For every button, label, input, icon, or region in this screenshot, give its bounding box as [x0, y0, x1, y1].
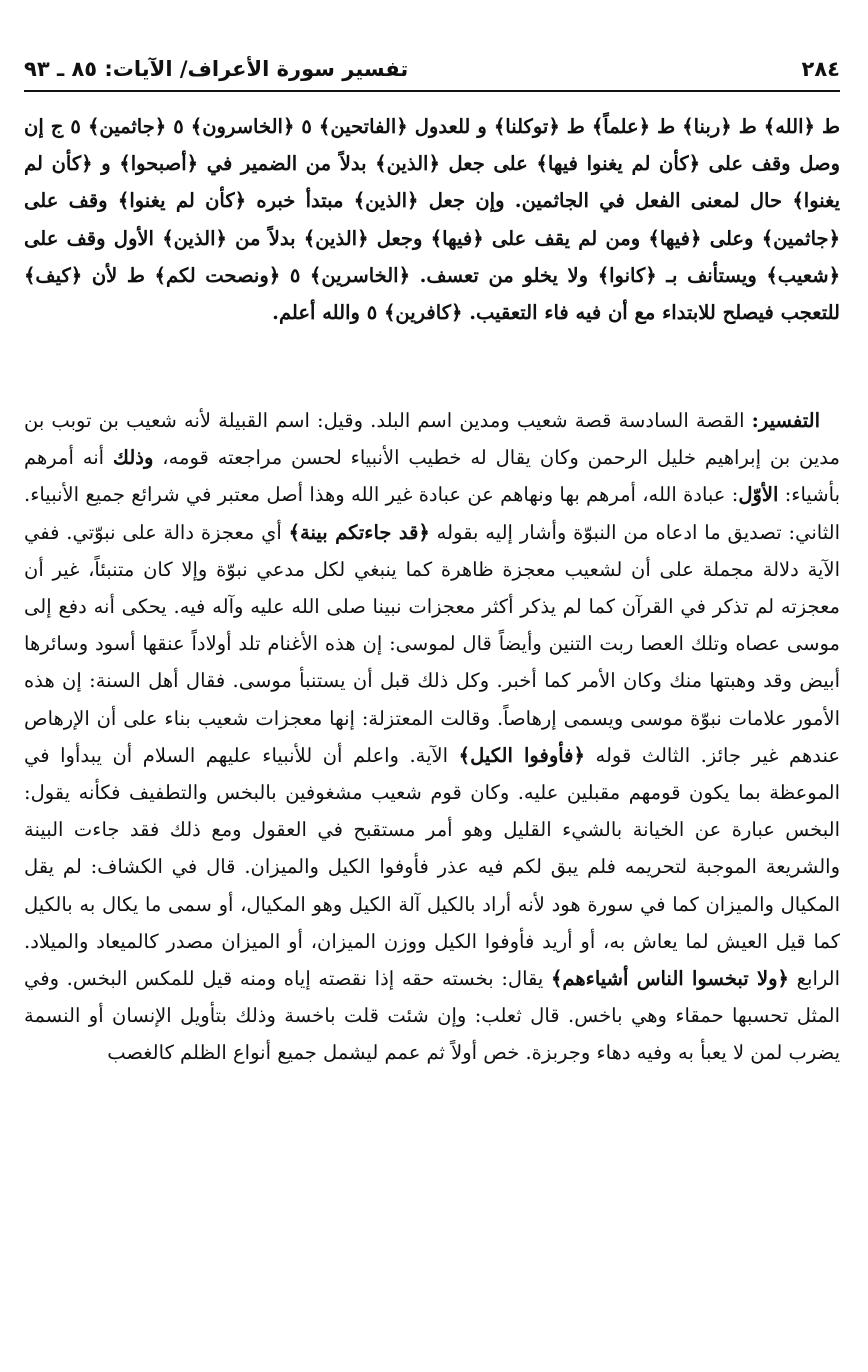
- tafsir-text-4: أي معجزة دالة على نبوّتي. ففي الآية دلالة مجملة على أن لشعيب معجزة ظاهرة كما ينبغي لكل مدعي نبوّة وإلا كان متنبئاً، غير أن معجزته لم تذكر في القرآن كما لم يذكر أكثر معجزات نبينا صلى الله عليه وآله فيه. يحكى أنه دفع إلى موسى عصاه وتلك العصا ربت التنين وأيضاً قال لموسى: إن هذه الأغنام تلد أولاداً عنقها أسود وسائرها أبيض وقد وهبتها منك وكان الأمر كما أخبر. وكل ذلك قبل أن يستنبأ موسى. فقال أهل السنة: إن هذه الأمور علامات نبوّة موسى ويسمى إرهاصاً. وقالت المعتزلة: إنها معجزات شعيب بناء على أن الإرهاص عندهم غير جائز. الثالث قوله: [24, 520, 841, 767]
- tafsir-text-6: يقال: بخسته حقه إذا نقصته إياه ومنه قيل للمكس البخس. وفي المثل تحسبها حمقاء وهي باخس. قال ثعلب: وإن شئت قلت باخسة وذلك بتأويل الإنسان أو النسمة يضرب لمن لا يعبأ به وفيه دهاء وجربزة. خص أولاً ثم عمم ليشمل جميع أنواع الظلم كالغصب: [24, 967, 840, 1065]
- tafsir-text-2: أنه أمرهم بأشياء:: [24, 446, 840, 507]
- tafsir-text-1: القصة السادسة قصة شعيب ومدين اسم البلد. وقيل: اسم القبيلة لأنه شعيب بن توبب بن مدين بن إبراهيم خليل الرحمن وكان يقال له خطيب الأنبياء لحسن مراجعته قومه،: [24, 409, 840, 470]
- pause-marks-section: [24, 108, 840, 331]
- tafsir-label: التفسير:: [751, 409, 820, 432]
- tafsir-section: [24, 402, 840, 1072]
- quran-quote-3: ﴿ولا تبخسوا الناس أشياءهم﴾: [550, 967, 789, 991]
- running-title: تفسير سورة الأعراف/ الآيات: ٨٥ ـ ٩٣: [24, 57, 409, 81]
- page-number: ٢٨٤: [801, 57, 840, 81]
- header-divider: [24, 90, 840, 92]
- pause-marks-paragraph: ط ﴿الله﴾ ط ﴿ربنا﴾ ط ﴿علماً﴾ ط ﴿توكلنا﴾ و للعدول ﴿الفاتحين﴾ ٥ ﴿الخاسرون﴾ ٥ ﴿جاثمين﴾ ٥ ج إن وصل وقف على ﴿كأن لم يغنوا فيها﴾ على جعل ﴿الذين﴾ بدلاً من الضمير في ﴿أصبحوا﴾ و ﴿كأن لم يغنوا﴾ حال لمعنى الفعل في الجاثمين. وإن جعل ﴿الذين﴾ مبتدأ خبره ﴿كأن لم يغنوا﴾ وقف على ﴿جاثمين﴾ وعلى ﴿فيها﴾ ومن لم يقف على ﴿فيها﴾ وجعل ﴿الذين﴾ بدلاً من ﴿الذين﴾ الأول وقف على ﴿شعيب﴾ ويستأنف بـ ﴿كانوا﴾ ولا يخلو من تعسف. ﴿الخاسرين﴾ ٥ ﴿ونصحت لكم﴾ ط لأن ﴿كيف﴾ للتعجب فيصلح للابتداء مع أن فيه فاء التعقيب. ﴿كافرين﴾ ٥ والله أعلم.: [24, 115, 840, 325]
- tafsir-bold-wadhalika: وذلك: [112, 446, 154, 470]
- tafsir-text-3: : عبادة الله، أمرهم بها ونهاهم عن عبادة غير الله وهذا أصل معتبر في شرائع جميع الأنبياء. الثاني: تصديق ما ادعاه من النبوّة وأشار إليه بقوله: [24, 483, 840, 544]
- quran-quote-2: ﴿فأوفوا الكيل﴾: [458, 743, 585, 767]
- page-header: [24, 52, 840, 86]
- tafsir-bold-first: الأوّل: [738, 483, 779, 507]
- quran-quote-1: ﴿قد جاءتكم بينة﴾: [288, 520, 430, 544]
- tafsir-paragraph: [24, 402, 840, 1072]
- tafsir-text-5: الآية. واعلم أن للأنبياء عليهم السلام أن يبدأوا في الموعظة بما يكون قومهم مقبلين عليه. وكان قوم شعيب مشغوفين بالبخس والتطفيف فكأنه يقول: البخس عبارة عن الخيانة بالشيء القليل وهو أمر مستقبح في العقول ومع ذلك فقد جاءت البينة والشريعة الموجبة لتحريمه فلم يبق لكم فيه عذر فأوفوا الكيل والميزان. قال في الكشاف: لم يقل المكيال والميزان كما في سورة هود لأنه أراد بالكيل آلة الكيل وهو المكيال، أو سمى ما يكال به بالكيل كما قيل العيش لما يعاش به، أو أريد فأوفوا الكيل ووزن الميزان، أو الميزان مصدر كالميعاد والميلاد. الرابع: [24, 743, 840, 991]
